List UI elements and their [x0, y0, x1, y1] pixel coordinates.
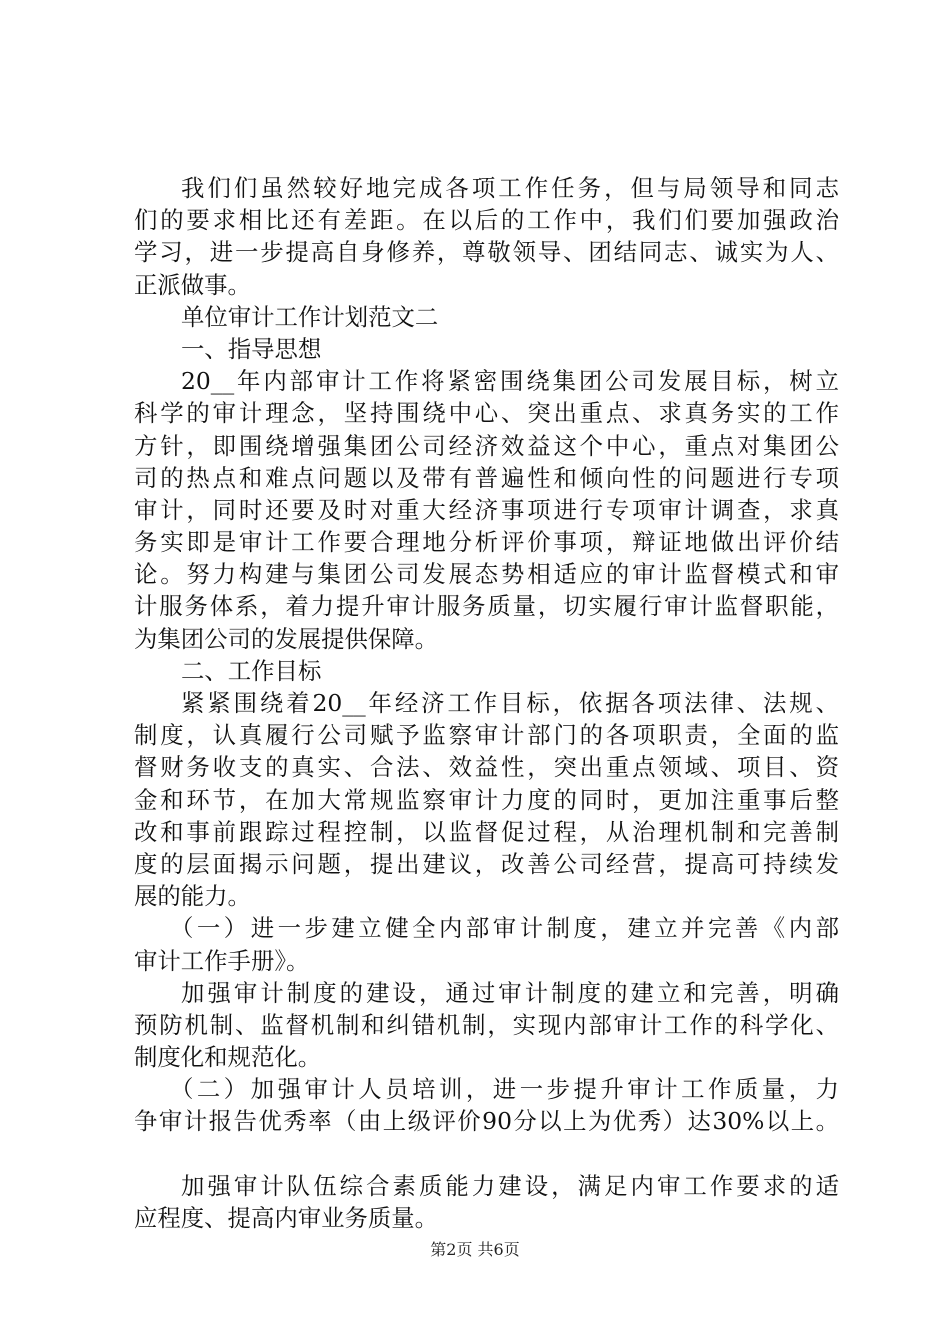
document-body — [134, 172, 839, 1234]
text-line: 制度，认真履行公司赋予监察审计部门的各项职责，全面的监 — [134, 721, 839, 750]
text-line: 应程度、提高内审业务质量。 — [134, 1204, 439, 1232]
text-line: 预防机制、监督机制和纠错机制，实现内部审计工作的科学化、 — [134, 1010, 839, 1039]
text-line: （二）加强审计人员培训，进一步提升审计工作质量，力 — [170, 1075, 839, 1104]
text-line: 度的层面揭示问题，提出建议，改善公司经营，提高可持续发 — [134, 849, 839, 878]
text-line: 我们们虽然较好地完成各项工作任务，但与局领导和同志 — [181, 174, 839, 202]
text-line: 方针，即围绕增强集团公司经济效益这个中心，重点对集团公 — [134, 431, 839, 460]
text-line: 正派做事。 — [134, 270, 251, 299]
text-line: 审计，同时还要及时对重大经济事项进行专项审计调查，求真 — [134, 495, 839, 524]
text-line: 紧紧围绕着20__年经济工作目标，依据各项法律、法规、 — [181, 689, 839, 717]
text-line: 20__年内部审计工作将紧密围绕集团公司发展目标，树立 — [181, 367, 839, 396]
paragraph-gap — [134, 1138, 839, 1170]
text-line: 督财务收支的真实、合法、效益性，突出重点领域、项目、资 — [134, 753, 839, 782]
text-line: 争审计报告优秀率（由上级评价90分以上为优秀）达30%以上。 — [134, 1107, 839, 1136]
text-line: 金和环节，在加大常规监察审计力度的同时，更加注重事后整 — [134, 785, 839, 814]
text-line: 二、工作目标 — [181, 656, 322, 685]
text-line: 制度化和规范化。 — [134, 1043, 322, 1072]
text-line: 科学的审计理念，坚持围绕中心、突出重点、求真务实的工作 — [134, 399, 839, 428]
text-line: 论。努力构建与集团公司发展态势相适应的审计监督模式和审 — [134, 560, 839, 589]
text-line: （一）进一步建立健全内部审计制度，建立并完善《内部 — [170, 914, 839, 943]
text-line: 单位审计工作计划范文二 — [181, 302, 439, 331]
page-footer: 第2页 共6页 — [430, 1240, 520, 1259]
text-line: 一、指导思想 — [181, 334, 322, 363]
text-line: 务实即是审计工作要合理地分析评价事项，辩证地做出评价结 — [134, 528, 839, 557]
text-line: 为集团公司的发展提供保障。 — [134, 624, 439, 653]
text-line: 加强审计制度的建设，通过审计制度的建立和完善，明确 — [181, 978, 839, 1007]
text-line: 改和事前跟踪过程控制，以监督促过程，从治理机制和完善制 — [134, 817, 839, 846]
text-line: 展的能力。 — [134, 882, 251, 911]
text-line: 审计工作手册》。 — [134, 946, 310, 975]
text-line: 学习，进一步提高自身修养，尊敬领导、团结同志、诚实为人、 — [134, 238, 839, 267]
text-line: 们的要求相比还有差距。在以后的工作中，我们们要加强政治 — [134, 206, 839, 235]
text-line: 加强审计队伍综合素质能力建设，满足内审工作要求的适 — [181, 1171, 839, 1200]
text-line: 司的热点和难点问题以及带有普遍性和倾向性的问题进行专项 — [134, 463, 839, 492]
text-line: 计服务体系，着力提升审计服务质量，切实履行审计监督职能， — [134, 592, 839, 621]
